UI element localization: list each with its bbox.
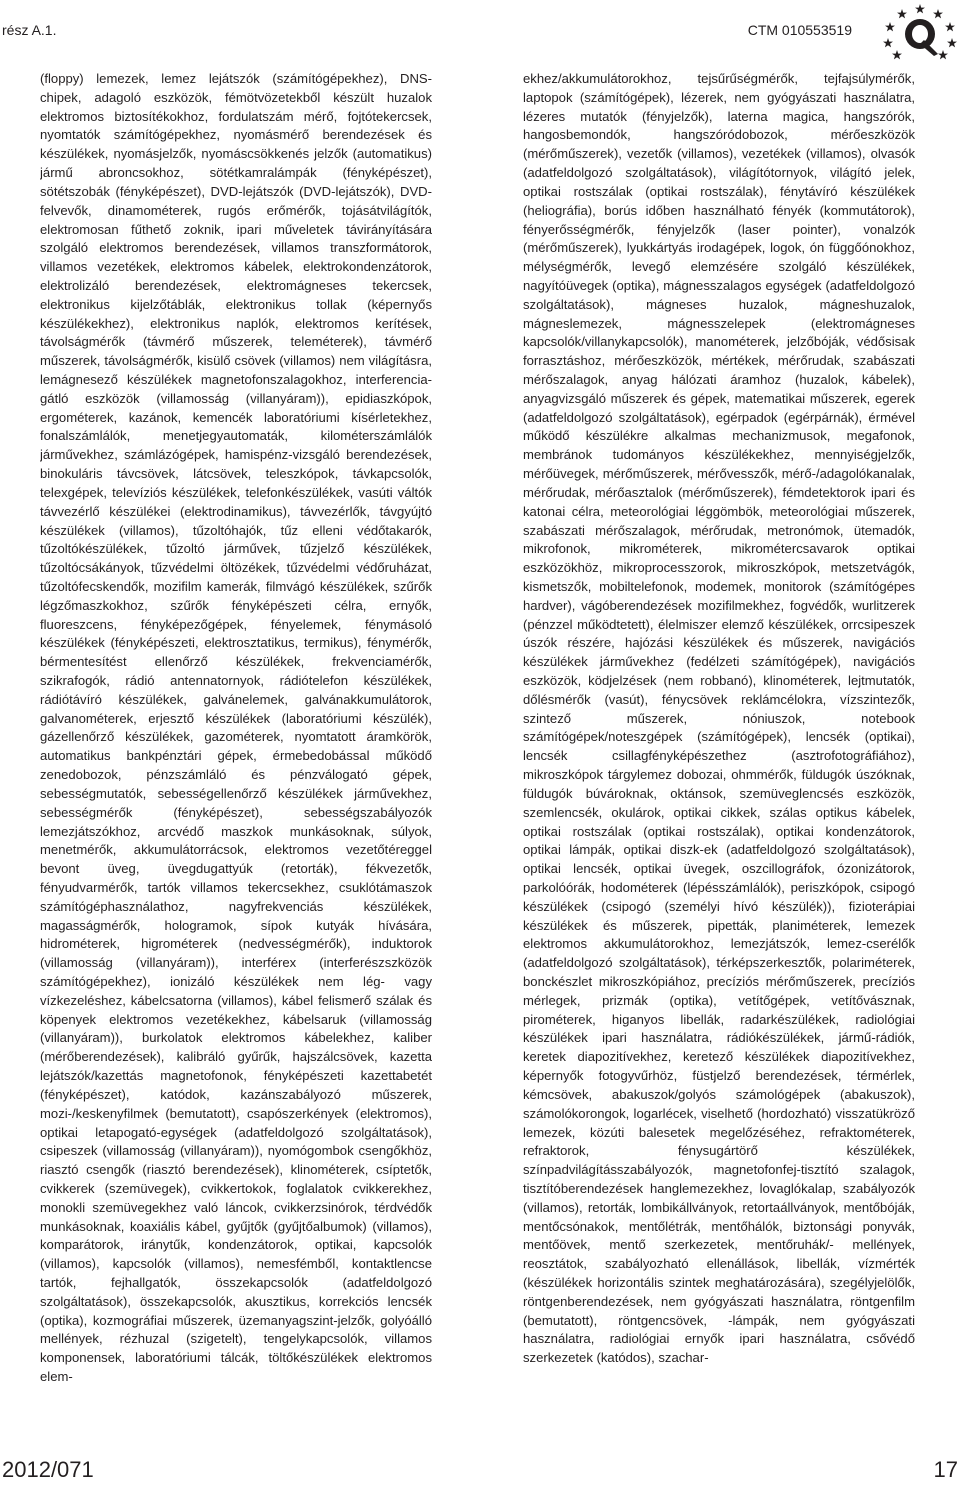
- text-segment: úszók részére, hajózási készülékek és műszerek, navigációs készülékek járművekhez (fedélzeti számítógépek),: [523, 635, 915, 670]
- text-segment: rugós erőmérők, tojásátvilágítók, elektromosan fűthető: [40, 202, 432, 237]
- text-segment: berendezések), klinométerek, csíptetők, cvikkerek (szemüvegek), cvikkertokok, foglalatok cvikkerekhez, monokli: [40, 1162, 432, 1215]
- text-segment: elektromos akkumulátorokhoz, lemezjátszók, lemez-cserélők (adatfeldolgozó szolgáltatások), térképszerkesztők,: [523, 936, 915, 971]
- text-segment: (villamos), komparátorok, iránytűk, kondenzátorok, optikai,: [40, 1218, 432, 1253]
- text-segment: készülékek és műszerek, pipetták, planiméterek, lemezek: [523, 917, 915, 933]
- text-segment: világításra, lemágnesező készülékek magnetofonszalagokhoz, interferencia-gátló eszközök (villamosság (villanyáram)), epidiaszkópok, ergométerek, kazánok, kemencék: [40, 353, 432, 425]
- text-segment: ipari és katonai célra, meteorológiai léggömbök, meteorológiai műszerek, szabászati mérőszalagok, mérőrudak,: [523, 484, 915, 538]
- text-segment: üzemanyagszint-jelzők, golyóálló mellények, rézhuzal: [40, 1312, 432, 1347]
- text-segment: szemüvegekhez való láncok, cvikkerzsinórok, térdvédők: [92, 1199, 432, 1215]
- text-segment: lyukkártyás irodagépek, logok, ón függőónokhoz, mélységmérők, levegő elemzésére szolgáló készülékek, nagyítóüvegek (optika), mágnesszalagos egységek (adatfeldolgozó: [523, 240, 915, 293]
- text-segment: fénymásoló készülékek (fényképészeti, elektrosztatikus,: [40, 616, 432, 651]
- text-segment: korrekciós lencsék (optika), kozmográfiai műszerek,: [40, 1293, 432, 1328]
- text-segment: tűzoltókészülékek, tűzoltó járművek, tűzjelző készülékek,: [40, 541, 432, 557]
- text-segment: elektromos biztosítékokhoz, fordulatszám mérő, fojtótekercsek, nyomtatók számítógépekhez, nyomásmérő berendezések és készülékek, nyomásjelzők, nyomáscsökkenés: [40, 108, 432, 162]
- text-segment: ipari használatra, csővédő szerkezetek (katódos), szachar-: [523, 1331, 915, 1366]
- text-segment: ponyvák, mentőövek, mentő szerkezetek, mentőruhák/-: [523, 1218, 915, 1253]
- text-segment: műszerek, egerek (adatfeldolgozó szolgáltatások), egérpadok (egérpárnák), érmével működő készülékre alkalmas: [523, 390, 915, 444]
- text-segment: frekvenciamérők, szikrafogók, rádió antennatornyok, rádiótelefon készülékek, rádiótávíró készülékek, galvánelemek,: [40, 654, 432, 707]
- text-segment: jelzők (automatikus) jármű abroncsokhoz, sötétkamralámpák (fényképészet), sötétszobák (fényképészet), DVD-lejátszók (DVD-lejátszók), DVD-felvevők, dinamométerek,: [40, 146, 432, 218]
- text-segment: kontaktlencse tartók, fejhallgatók, összekapcsolók (adatfeldolgozó szolgáltatások), összekapcsolók, akusztikus,: [40, 1256, 432, 1309]
- text-segment: készülékei (elektrodinamikus), távvezérlők, távgyújtó: [109, 503, 432, 519]
- text-segment: laptopok (számítógépek), lézerek, nem gyógyászati használatra, lézeres mutatók (fényjelzők), laterna magica,: [523, 89, 915, 124]
- text-segment: ionizáló készülékek nem lég- vagy vízkezeléshez, kábelcsatorna (villamos), kábel felismerő szálak és köpenyek: [40, 974, 432, 1027]
- text-segment: gépek, érmebedobással működő zenedobozok, pénzszámláló és pénzválogató gépek, sebességmutatók, sebességellenőrző készülékek járművekhez, sebességmérők (fényképészet), sebességszabályozók lemezjátszókhoz, arcvédő: [40, 748, 432, 839]
- text-segment: laboratóriumi kísérletekhez, fonalszámlálók, menetjegyautomaták, kilométerszámlálók járművekhez, számlázógépek,: [40, 409, 432, 463]
- text-segment: hangszórók, hangosbemondók, hangszóródobozok,: [523, 108, 915, 143]
- text-segment: lemezek, közúti balesetek megelőzéséhez, refraktométerek,: [523, 1124, 915, 1140]
- text-segment: elektromos vezetékekhez, kábelsaruk (villamosság (villanyáram)), burkolatok elektromos kábelekhez, kaliber: [40, 1011, 432, 1046]
- text-segment: zoknik, ipari műveletek távirányítására szolgáló elektromos: [40, 221, 432, 256]
- text-segment: mikroszkópok, metszetvágók, kismetszők, mobiltelefonok,: [523, 560, 915, 594]
- text-segment: kazettabetét (fényképészet), katódok, kazánszabályozó: [40, 1068, 432, 1102]
- text-segment: refraktorok, fénysugártörő készülékek, színpadvilágításszabályozók, magnetofonfej-tisztító szalagok, tisztítóberendezések hanglemezekhez, lovaglókalap, szabályozók (villamos), retorták, lombikállványok, retortaállványok, mentőbóják, mentőcsónakok, mentőlétrák, mentőhálók, biztonsági: [523, 1143, 915, 1234]
- text-segment: kapcsolók (villamos), kapcsolók (villamos), nemesfémből,: [40, 1237, 432, 1272]
- text-segment: radarkészülékek, radiológiai készülékek ipari használatra,: [523, 1011, 915, 1046]
- text-segment: (floppy) lemezek, lemez lejátszók (számítógépekhez), DNS-: [40, 71, 432, 86]
- text-segment: mérőműszerek, precíziós mérlegek, prizmák (optika), vetítőgépek, vetítővásznak, pirométerek, higanyos libellák,: [523, 974, 915, 1027]
- text-segment: készülékekhez, mennyiségjelzők, mérőüvegek,: [523, 447, 915, 482]
- text-segment: látcsövek, teleszkópok, távkapcsolók, telexgépek, televíziós: [40, 466, 432, 500]
- text-segment: notebook számítógépek/noteszgépek (számítógépek),: [523, 710, 915, 745]
- text-segment: munkásoknak, koaxiális kábel, gyűjtők (gyűjtőalbumok): [40, 1218, 373, 1234]
- text-segment: -lámpák, nem gyógyászati használatra, radiológiai ernyők: [523, 1312, 915, 1347]
- text-segment: rostszálak), fénytávíró készülékek (heliográfia), borús időben használható fényék (kommutátorok), fényerősségmérők, fényjelzők (laser pointer), vonalzók (mérőműszerek),: [523, 183, 915, 256]
- text-segment: chipek, adagoló eszközök, fémötvözetekből készült huzalok: [40, 89, 432, 105]
- text-segment: nyomógombok csengőkhöz, riasztó csengők (riasztó: [40, 1143, 432, 1178]
- text-segment: polariméterek, bonckészlet mikroszkópiához, precíziós: [523, 955, 915, 989]
- text-segment: (szigetelt), tengelykapcsolók, villamos komponensek, laboratóriumi tálcák, töltőkészülékek elektromos elem-: [40, 1331, 432, 1385]
- text-segment: mérőrudak, mérőasztalok (mérőműszerek), fémdetektorok: [523, 484, 871, 500]
- text-segment: műszerek, távolságmérők, kisülő csövek (villamos) nem: [40, 353, 369, 369]
- text-segment: hamispénz-vizsgáló berendezések, binokuláris távcsövek,: [40, 447, 432, 482]
- text-segment: rádiókészülékek, jármű-rádiók, keretek diapozitívekhez,: [523, 1030, 915, 1065]
- text-segment: mérőműszerek, mérővesszők, mérő-/adagolókanalak,: [602, 466, 915, 482]
- text-segment: szabászati mérőszalagok, anyag hálózati áramhoz (huzalok,: [523, 353, 915, 387]
- text-segment: (laboratóriumi készülék), gázellenőrző készülékek, gazométerek, nyomtatott áramkörök, automatikus bankpénztári: [40, 710, 432, 764]
- text-segment: galvánakkumulátorok, galvanométerek, erjesztő készülékek: [40, 691, 432, 726]
- text-segment: cikkek, szálas optikus kábelek, optikai rostszálak (optikai: [523, 804, 915, 839]
- text-segment: termikus), fénymérők, bérmentesítést ellenőrző készülékek,: [40, 635, 432, 670]
- text-segment: ekhez/akkumulátorokhoz, tejsűrűségmérők, tejfajsúlymérők,: [523, 71, 915, 86]
- text-segment: készülékek, szűrők légzőmaszkokhoz, szűrők fényképészeti: [40, 578, 432, 613]
- text-segment: mérőeszközök (mérőműszerek), vezetők (villamos), vezetékek (villamos), olvasók (adatfeldolgozó szolgáltatások),: [523, 127, 915, 181]
- text-segment: szolgáltatások), mágneses huzalok, mágneshuzalok,: [523, 296, 915, 312]
- text-segment: (mérőberendezések), kalibráló gyűrűk, hajszálcsövek,: [40, 1049, 390, 1065]
- page-number: 17: [933, 1457, 958, 1482]
- text-segment: tűzoltócsákányok, tűzvédelmi öltözékek, tűzvédelmi védőruházat, tűzoltófecskendők, mozifilm kamerák, filmvágó: [40, 560, 432, 594]
- text-segment: modemek, monitorok (számítógépes hardver), vágóberendezések mozifilmekhez, fogvédők, wurlitzerek (pénzzel működtetett), élelmiszer elemző készülékek, orrcsipeszek: [523, 578, 915, 632]
- text-segment: rostszálak), optikai kondenzátorok, optikai lámpák, optikai: [523, 823, 915, 858]
- text-segment: mágneslemezek, mágnesszelepek (elektromágneses kapcsolók/villanykapcsolók), manométerek, jelzőbóják, védősisak forrasztáshoz, mérőeszközök, mértékek, mérőrudak,: [523, 315, 915, 369]
- text-column-left: [40, 70, 432, 1400]
- text-segment: világítótornyok, világító jelek, optikai rostszálak (optikai: [523, 165, 915, 199]
- section-label: rész A.1.: [2, 22, 57, 38]
- text-segment: hodométerek (lépésszámlálók), periszkópok, csipogó: [600, 879, 915, 895]
- text-column-right: [523, 70, 915, 1400]
- text-segment: navigációs eszközök, ködjelzések (nem robbanó), klinométerek, lejtmutatók, dőlésmérők (vasút), fénycsövek reklámcélokra, vízszintezők, szintező műszerek, nóniuszok,: [523, 654, 915, 726]
- text-segment: metronómok, ütemadók, mikrofonok, mikrométerek, mikrométercsavarok optikai eszközökhöz, mikroprocesszorok,: [523, 522, 915, 576]
- text-segment: keretező készülékek diapozitívekhez, képernyők fotogyvűrhöz, füstjelző berendezések, térmérlek, kémcsövek, abakuszok/golyós számológépek (abakuszok), számolókorongok, logarlécek, viselhető (hordozható) visszatükröző: [523, 1049, 915, 1121]
- text-segment: mechanizmusok, megafonok, membránok tudományos: [523, 428, 915, 463]
- text-segment: maszkok munkásoknak, súlyok, menetmérők, akkumulátorrácsok, elektromos vezetőtéreggel bevont üveg, üvegdugattyúk (retorták), fékvezetők, fényudvarmérők, tartók villamos tekercsekhez, csuklótámaszok számítógéphasználathoz, nagyfrekvenciás készülékek, magasságmérők, hologramok, sípok kutyák hívására, hidrométerek, higrométerek (nedvességmérők), induktorok (villamosság (villanyáram)), interférex (interferészszközök számítógépekhez),: [40, 823, 432, 989]
- text-segment: készülékek (villamos), tűzoltóhajók, tűz elleni védőtakarók,: [40, 522, 432, 538]
- text-segment: mellények, reosztátok, szabályozható ellenállások, libellák,: [523, 1237, 915, 1272]
- text-segment: készülékek (csipogó (személyi hívó készülék)), fizioterápiai: [523, 898, 915, 914]
- text-segment: célra, ernyők, fluoreszcens, fényképezőgépek, fényelemek,: [40, 597, 432, 632]
- issue-number: 2012/071: [2, 1457, 94, 1482]
- text-segment: lencsék (optikai), lencsék csillagfényképészethez (asztrofotográfiához), mikroszkópok tárgylemez dobozai, ohmmérők, füldugók úszóknak, füldugók búvároknak, oktánsok,: [523, 729, 915, 801]
- text-segment: vízmérték (készülékek horizontális szintek meghatározására), szegélyjelölők, röntgenberendezések, nem gyógyászati használatra, röntgenfilm (bemutatott), röntgencsövek,: [523, 1256, 915, 1328]
- text-segment: berendezések, villamos transzformátorok, villamos vezetékek, elektromos kábelek, elektrokondenzátorok, elektrolizáló berendezések, elektromágneses tekercsek, elektronikus kijelzőtáblák, elektronikus tollak (képernyős készülékekhez), elektronikus naplók, elektromos kerítések, távolságmérők (távmérő műszerek, teleméterek), távmérő: [40, 240, 432, 350]
- text-segment: kazetta lejátszók/kazettás magnetofonok, fényképészeti: [40, 1049, 432, 1084]
- ctm-number: CTM 010553519: [747, 22, 852, 38]
- text-segment: diszk-ek (adatfeldolgozó szolgáltatások), optikai lencsék,: [523, 842, 915, 877]
- text-segment: műszerek, mozi-/keskenyfilmek (bemutatott), csapószerkények (elektromos), optikai letapogató-egységek (adatfeldolgozó szolgáltatások), csipeszek (villamosság (villanyáram)),: [40, 1086, 432, 1159]
- text-segment: kábelek), anyagvizsgáló műszerek és gépek, matematikai: [523, 372, 915, 406]
- eu-stars-q-logo-icon: [880, 2, 960, 64]
- text-segment: optikai üvegek, oszcillográfok, ózonizátorok, parkolóórák,: [523, 861, 915, 895]
- text-segment: készülékek, telefonkészülékek, vasúti váltók távvezérlő: [40, 484, 432, 519]
- text-segment: szemüveglencsés eszközök, szemlencsék, okulárok, optikai: [523, 785, 915, 820]
